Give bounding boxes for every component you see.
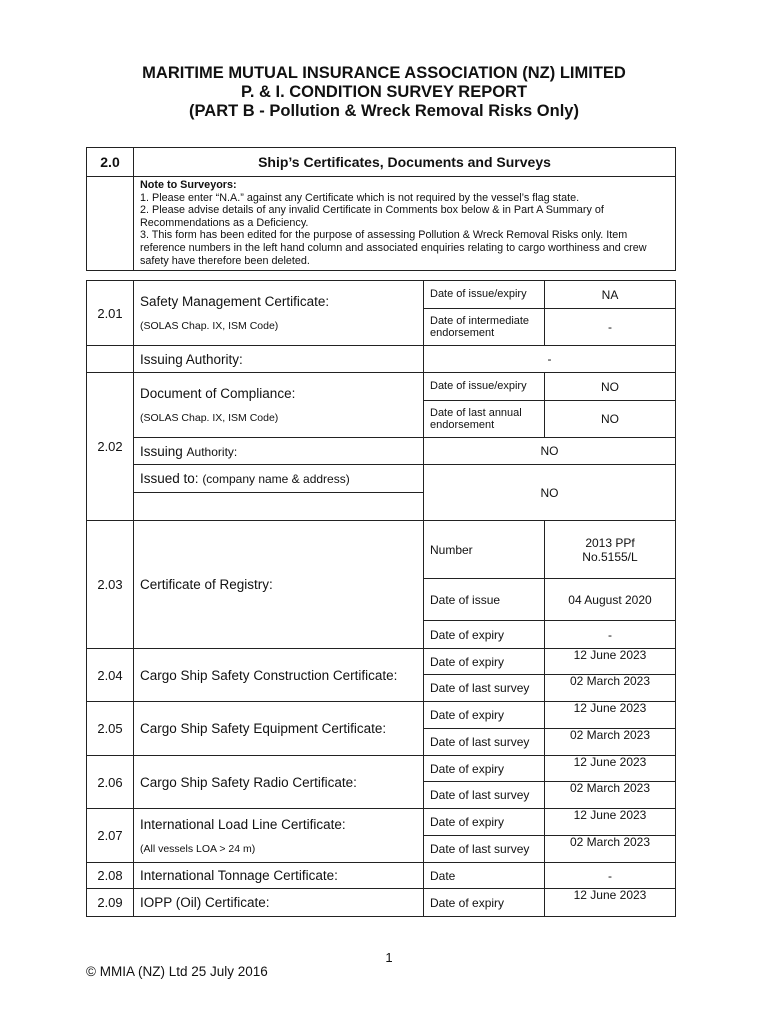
empty-number-cell [87,346,134,373]
field-label: Date of expiry [424,649,545,675]
item-number: 2.04 [87,649,134,702]
field-label: Date of expiry [424,702,545,729]
item-number: 2.01 [87,281,134,346]
item-number: 2.05 [87,702,134,756]
issuing-word: Issuing [140,443,183,459]
item-label: IOPP (Oil) Certificate: [134,889,424,917]
item-label: Cargo Ship Safety Radio Certificate: [134,756,424,809]
item-number: 2.08 [87,863,134,889]
registry-number-line2: No.5155/L [582,549,638,564]
copyright-notice: © MMIA (NZ) Ltd 25 July 2016 [86,964,268,979]
issued-to-hint: (company name & address) [202,472,350,486]
table-row [87,281,676,309]
issuing-authority-value[interactable]: NO [424,438,676,465]
item-number: 2.06 [87,756,134,809]
report-subtitle: (PART B - Pollution & Wreck Removal Risks Only) [189,102,579,120]
field-value[interactable]: 12 June 2023 [545,702,676,729]
field-value[interactable]: NA [545,281,676,309]
item-label: Safety Management Certificate: [140,294,330,309]
item-number: 2.02 [87,373,134,521]
field-value[interactable]: 04 August 2020 [545,579,676,621]
field-label: Date of expiry [424,809,545,836]
note-3: 3. This form has been edited for the purpose of assessing Pollution & Wreck Removal Risks only. Item reference numbers in the left hand column and associated enquiries relating to cargo worthiness and crew safety have therefore been deleted. [140,229,647,267]
page-number: 1 [385,950,393,965]
report-title: P. & I. CONDITION SURVEY REPORT [240,83,528,101]
table-row [87,863,676,889]
table-row [87,649,676,675]
field-label: Number [424,521,545,579]
item-number: 2.03 [87,521,134,649]
table-row [87,438,676,465]
field-value[interactable]: 12 June 2023 [545,809,676,836]
issuing-authority-label: Issuing Authority: [134,346,424,373]
notes-heading: Note to Surveyors: [140,179,237,191]
certificates-table [86,280,676,917]
item-label: Cargo Ship Safety Equipment Certificate: [134,702,424,756]
field-value[interactable]: 02 March 2023 [545,675,676,702]
field-label: Date of last annual endorsement [424,401,545,438]
section-number: 2.0 [87,148,134,177]
field-value[interactable]: 12 June 2023 [545,889,676,917]
issued-to-label-cell [134,465,424,493]
field-label: Date of issue/expiry [424,281,545,309]
issued-to-blank-cell[interactable] [134,493,424,521]
field-value[interactable]: 12 June 2023 [545,756,676,782]
table-row [87,373,676,401]
item-sublabel: (All vessels LOA > 24 m) [140,842,256,855]
field-label: Date of expiry [424,621,545,649]
notes-spacer-cell [87,177,134,271]
field-label: Date of issue [424,579,545,621]
note-2: 2. Please advise details of any invalid Certificate in Comments box below & in Part A Summary of Recommendations as a Deficiency. [140,204,604,229]
field-value[interactable]: - [545,309,676,346]
item-label-cell [134,373,424,438]
association-title: MARITIME MUTUAL INSURANCE ASSOCIATION (NZ) LIMITED [142,64,626,82]
field-label: Date of issue/expiry [424,373,545,401]
field-value[interactable]: - [545,863,676,889]
field-label: Date of last survey [424,729,545,756]
item-label: Cargo Ship Safety Construction Certificate: [134,649,424,702]
table-row [87,809,676,836]
issuing-authority-value[interactable]: - [424,346,676,373]
item-number: 2.07 [87,809,134,863]
item-label-cell [134,809,424,863]
field-value[interactable]: - [545,621,676,649]
field-label: Date of expiry [424,756,545,782]
item-label: International Load Line Certificate: [140,816,346,832]
table-row [87,756,676,782]
table-row [87,521,676,579]
issued-to-value[interactable]: NO [424,465,676,521]
field-label: Date [424,863,545,889]
item-number: 2.09 [87,889,134,917]
surveyor-notes [134,177,676,271]
note-1: 1. Please enter “N.A.” against any Certificate which is not required by the vessel’s flag state. [140,191,580,204]
registry-number-line1: 2013 PPf [585,535,635,550]
field-value[interactable]: 12 June 2023 [545,649,676,675]
field-label: Date of intermediate endorsement [424,309,545,346]
authority-word: Authority: [186,444,238,459]
issued-to-label: Issued to: [140,471,199,486]
field-label: Date of last survey [424,675,545,702]
table-row [87,465,676,493]
field-value[interactable] [545,521,676,579]
field-value[interactable]: NO [545,401,676,438]
section-header-table [86,147,676,271]
item-label-cell [134,281,424,346]
field-value[interactable]: 02 March 2023 [545,782,676,809]
table-row [87,889,676,917]
field-label: Date of last survey [424,782,545,809]
item-label: International Tonnage Certificate: [134,863,424,889]
field-label: Date of expiry [424,889,545,917]
item-sublabel: (SOLAS Chap. IX, ISM Code) [140,320,279,332]
field-value[interactable]: 02 March 2023 [545,836,676,863]
field-value[interactable]: NO [545,373,676,401]
item-sublabel: (SOLAS Chap. IX, ISM Code) [140,412,279,424]
field-label: Date of last survey [424,836,545,863]
section-title: Ship’s Certificates, Documents and Surveys [134,148,676,177]
item-label: Certificate of Registry: [134,521,424,649]
table-row [87,346,676,373]
table-row [87,702,676,729]
issuing-authority-label [134,438,424,465]
item-label: Document of Compliance: [140,386,296,401]
field-value[interactable]: 02 March 2023 [545,729,676,756]
